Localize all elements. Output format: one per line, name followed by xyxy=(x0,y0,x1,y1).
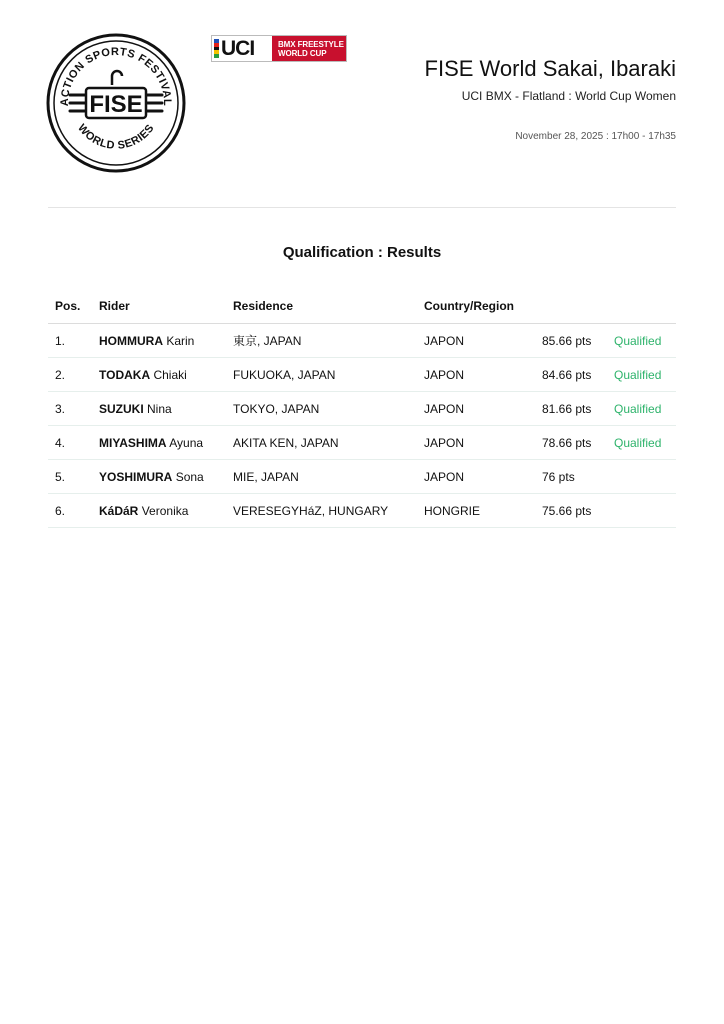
event-title: FISE World Sakai, Ibaraki xyxy=(424,56,676,81)
residence-cell: AKITA KEN, JAPAN xyxy=(226,426,417,460)
points-cell: 85.66 pts xyxy=(535,324,607,358)
rider-last-name: KáDáR xyxy=(99,503,139,518)
column-header-residence: Residence xyxy=(226,288,417,324)
uci-tagline xyxy=(272,36,346,61)
pos-cell: 2. xyxy=(48,358,92,392)
uci-tagline-line2: WORLD CUP xyxy=(278,49,327,58)
results-table xyxy=(48,288,676,528)
points-cell: 78.66 pts xyxy=(535,426,607,460)
rider-first-name: Chiaki xyxy=(153,367,187,382)
rider-cell xyxy=(92,392,226,426)
uci-bmx-freestyle-world-cup-logo xyxy=(211,35,347,62)
status-cell: Qualified xyxy=(607,324,676,358)
residence-cell: MIE, JAPAN xyxy=(226,460,417,494)
country-cell: JAPON xyxy=(417,324,535,358)
rider-last-name: SUZUKI xyxy=(99,401,144,416)
country-cell: JAPON xyxy=(417,426,535,460)
pos-cell: 1. xyxy=(48,324,92,358)
uci-rainbow-stripes xyxy=(214,39,219,58)
rider-last-name: YOSHIMURA xyxy=(99,469,173,484)
fise-arc-bottom-text: WORLD SERIES xyxy=(75,122,157,152)
header-divider xyxy=(48,207,676,208)
table-header-row xyxy=(48,288,676,324)
residence-cell: VERESEGYHáZ, HUNGARY xyxy=(226,494,417,528)
table-row xyxy=(48,358,676,392)
status-cell: Qualified xyxy=(607,392,676,426)
country-cell: JAPON xyxy=(417,392,535,426)
pos-cell: 3. xyxy=(48,392,92,426)
rider-cell xyxy=(92,460,226,494)
country-cell: JAPON xyxy=(417,460,535,494)
residence-cell: TOKYO, JAPAN xyxy=(226,392,417,426)
rider-last-name: MIYASHIMA xyxy=(99,435,167,450)
column-header-pos: Pos. xyxy=(48,288,92,324)
event-subtitle: UCI BMX - Flatland : World Cup Women xyxy=(461,89,676,103)
status-cell xyxy=(607,494,676,528)
pos-cell: 5. xyxy=(48,460,92,494)
section-title: Qualification : Results xyxy=(282,244,442,261)
rider-cell xyxy=(92,324,226,358)
status-cell xyxy=(607,460,676,494)
pos-cell: 6. xyxy=(48,494,92,528)
points-cell: 84.66 pts xyxy=(535,358,607,392)
status-cell: Qualified xyxy=(607,358,676,392)
rider-last-name: TODAKA xyxy=(99,367,151,382)
status-cell: Qualified xyxy=(607,426,676,460)
fise-center-text: FISE xyxy=(89,91,143,118)
column-header-status xyxy=(607,288,676,324)
rider-last-name: HOMMURA xyxy=(99,333,163,348)
rider-first-name: Sona xyxy=(175,469,204,484)
residence-cell: 東京, JAPAN xyxy=(226,324,417,358)
uci-tagline-line1: BMX FREESTYLE xyxy=(278,40,344,49)
rider-first-name: Veronika xyxy=(141,503,189,518)
fise-world-series-logo xyxy=(46,33,186,173)
column-header-points xyxy=(535,288,607,324)
column-header-rider: Rider xyxy=(92,288,226,324)
column-header-country: Country/Region xyxy=(417,288,535,324)
event-datetime: November 28, 2025 : 17h00 - 17h35 xyxy=(515,131,676,142)
points-cell: 81.66 pts xyxy=(535,392,607,426)
points-cell: 75.66 pts xyxy=(535,494,607,528)
country-cell: JAPON xyxy=(417,358,535,392)
table-row xyxy=(48,494,676,528)
country-cell: HONGRIE xyxy=(417,494,535,528)
table-row xyxy=(48,460,676,494)
pos-cell: 4. xyxy=(48,426,92,460)
table-row xyxy=(48,426,676,460)
rider-first-name: Karin xyxy=(166,333,195,348)
uci-wordmark: UCI xyxy=(221,37,255,60)
rider-first-name: Nina xyxy=(147,401,172,416)
residence-cell: FUKUOKA, JAPAN xyxy=(226,358,417,392)
rider-cell xyxy=(92,426,226,460)
fise-arc-top-text: ACTION SPORTS FESTIVAL xyxy=(58,45,174,107)
points-cell: 76 pts xyxy=(535,460,607,494)
rider-cell xyxy=(92,494,226,528)
table-row xyxy=(48,324,676,358)
rider-cell xyxy=(92,358,226,392)
table-row xyxy=(48,392,676,426)
rider-first-name: Ayuna xyxy=(169,435,204,450)
